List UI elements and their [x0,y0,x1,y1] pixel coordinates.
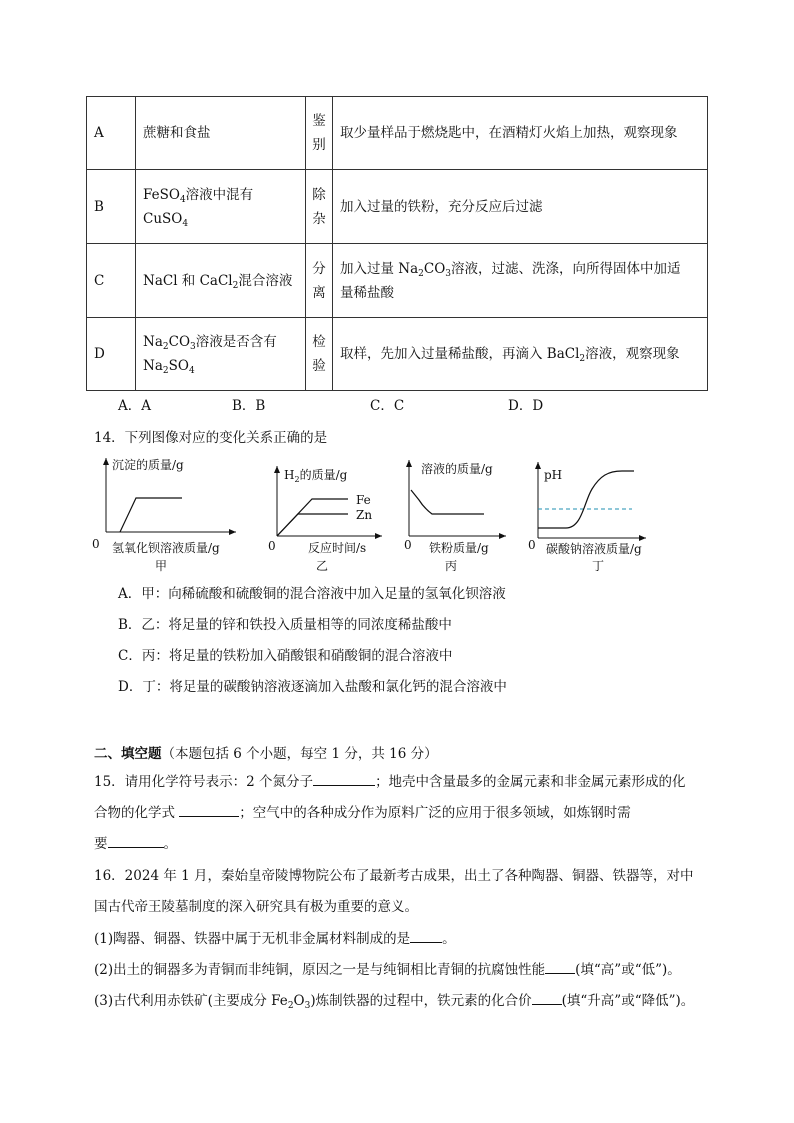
q15-line3: 要 。 [94,833,177,854]
q16-stem-line2: 国古代帝王陵墓制度的深入研究具有极为重要的意义。 [94,899,418,915]
graph-ding-caption: 丁 [592,559,605,573]
row-operation: 检 验 [306,318,333,391]
graph-yi-origin: 0 [268,539,276,553]
q14-option-c[interactable]: C．丙：将足量的铁粉加入硝酸银和硝酸铜的混合溶液中 [118,648,453,664]
row-letter: B [87,170,136,244]
graph-ding [528,462,646,573]
graph-yi-ylabel: $H_2$的质量/g [284,468,348,484]
graph-ding-origin: 0 [528,538,536,552]
row-method: 取样，先加入过量稀盐酸，再滴入 BaCl$_2$溶液，观察现象 [333,318,708,391]
graph-bing [404,460,506,573]
row-letter: A [87,97,136,170]
table-row [87,170,708,244]
row-method: 加入过量的铁粉，充分反应后过滤 [333,170,708,244]
q16-part1: (1)陶器、铜器、铁器中属于无机非金属材料制成的是 。 [94,928,456,949]
graph-jia [92,457,236,573]
row-subject: FeSO$_4$溶液中混有 CuSO$_4$ [136,170,306,244]
graph-bing-origin: 0 [404,538,412,552]
graph-yi-fe-line [277,499,348,536]
q14-option-a[interactable]: A．甲：向稀硫酸和硫酸铜的混合溶液中加入足量的氢氧化钡溶液 [118,586,506,602]
graph-jia-curve [120,498,182,532]
q13-options-table [86,96,708,391]
graph-jia-caption: 甲 [155,559,168,573]
table-row [87,318,708,391]
row-operation: 除 杂 [306,170,333,244]
q16-stem-line1: 16．2024 年 1 月，秦始皇帝陵博物院公布了最新考古成果，出土了各种陶器、铜器、铁器等，对中 [94,868,694,884]
graph-jia-ylabel: 沉淀的质量/g [112,458,184,472]
q16-part2: (2)出土的铜器多为青铜而非纯铜，原因之一是与纯铜相比青铜的抗腐蚀性能 (填“高”或“低”)。 [94,959,681,980]
graph-ding-xlabel: 碳酸钠溶液质量/g [546,542,642,556]
section-heading: 二、填空题（本题包括 6 个小题，每空 1 分，共 16 分） [94,746,438,762]
q14-stem: 14．下列图像对应的变化关系正确的是 [94,430,328,446]
graph-bing-xlabel: 铁粉质量/g [429,541,489,555]
table-row [87,97,708,170]
q16-blank-2[interactable] [545,959,575,974]
q13-choice-d[interactable]: D．D [508,398,544,414]
q15-line1: 15．请用化学符号表示：2 个氮分子 ；地壳中含量最多的金属元素和非金属元素形成的化 [94,771,686,792]
row-subject: 蔗糖和食盐 [136,97,306,170]
q15-line2: 合物的化学式 ；空气中的各种成分作为原料广泛的应用于很多领域，如炼钢时需 [94,802,631,823]
q15-blank-3[interactable] [108,833,164,848]
row-subject: NaCl 和 CaCl$_2$混合溶液 [136,244,306,318]
table-row [87,244,708,318]
q14-graphs [86,452,666,576]
graph-jia-origin: 0 [92,537,100,551]
q13-choice-c[interactable]: C．C [370,398,405,414]
q16-blank-1[interactable] [410,928,442,943]
graph-yi-fe-label: Fe [356,493,371,507]
q13-choice-a[interactable]: A．A [118,398,151,414]
row-operation: 分 离 [306,244,333,318]
row-subject: $Na_2CO_3$溶液是否含有 $Na_2SO_4$ [136,318,306,391]
graph-yi [268,466,382,573]
q14-option-b[interactable]: B．乙：将足量的锌和铁投入质量相等的同浓度稀盐酸中 [118,617,452,633]
graph-yi-caption: 乙 [316,559,329,573]
row-method: 加入过量 $Na_2CO_3$溶液，过滤、洗涤，向所得固体中加适 量稀盐酸 [333,244,708,318]
graph-jia-xlabel: 氢氧化钡溶液质量/g [112,541,220,555]
q13-choice-b[interactable]: B．B [232,398,266,414]
graph-bing-caption: 丙 [445,559,458,573]
graph-bing-curve [411,490,484,514]
graph-yi-zn-line [277,514,348,536]
graph-ding-ylabel: pH [544,468,563,482]
row-letter: C [87,244,136,318]
row-method: 取少量样品于燃烧匙中，在酒精灯火焰上加热，观察现象 [333,97,708,170]
q16-part3: (3)古代利用赤铁矿(主要成分 $Fe_2O_3$)炼制铁器的过程中，铁元素的化合价 (填“升高”或“降低”)。 [94,990,694,1011]
row-operation: 鉴 别 [306,97,333,170]
q15-blank-2[interactable] [179,802,239,817]
q15-blank-1[interactable] [313,771,375,786]
q16-blank-3[interactable] [532,990,562,1005]
graph-bing-ylabel: 溶液的质量/g [421,462,493,476]
row-letter: D [87,318,136,391]
graph-yi-zn-label: Zn [356,508,373,522]
graph-yi-xlabel: 反应时间/s [308,541,367,555]
q14-option-d[interactable]: D．丁：将足量的碳酸钠溶液逐滴加入盐酸和氯化钙的混合溶液中 [118,679,507,695]
